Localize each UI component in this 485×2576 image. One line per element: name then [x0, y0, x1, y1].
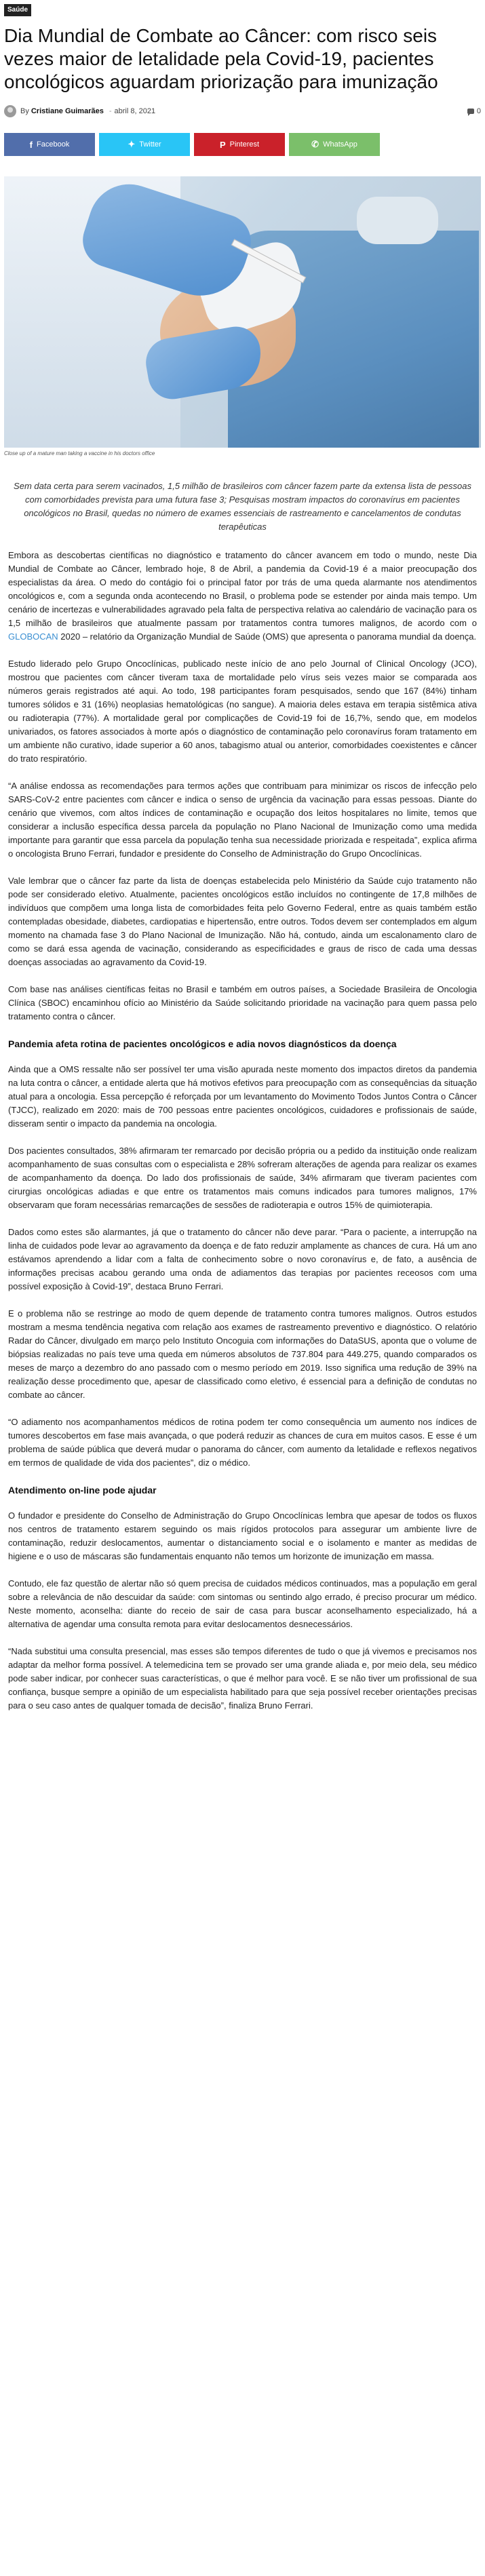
author-avatar[interactable]	[4, 105, 16, 117]
body-text: 2020 – relatório da Organização Mundial de Saúde (OMS) que apresenta o panorama mundial da doença.	[58, 631, 477, 642]
share-twitter-button[interactable]	[99, 133, 190, 156]
body-paragraph: Vale lembrar que o câncer faz parte da lista de doenças estabelecida pelo Ministério da Saúde cujo tratamento não pode ser considerado eletivo. Atualmente, pacientes oncológicos estão incluídos no contingente de 17,8 milhões de indivíduos que compõem uma longa lista de comorbidades feita pelo Governo Federal, entre as quais também estão contempladas obesidade, diabetes, cardiopatias e hipertensão, entre outros. Todos devem ser contemplados em algum momento na chamada fase 3 do Plano Nacional de Imunização. Não há, contudo, ainda um escalonamento claro de como se dará essa agenda de vacinação, considerando as especificidades e graus de risco de cada uma dessas doenças associadas ao agravamento da Covid-19.	[8, 876, 477, 967]
body-paragraph: Contudo, ele faz questão de alertar não só quem precisa de cuidados médicos continuados, mas a população em geral sobre a relevância de não descuidar da saúde: com sintomas ou sentindo algo errado, é preciso procurar um médico. Neste momento, aconselha: diante do receio de sair de casa para buscar aconselhamento especializado, há a alternativa de agendar uma consulta remota para evitar deslocamentos desnecessários.	[8, 1578, 477, 1629]
body-paragraph: “Nada substitui uma consulta presencial, mas esses são tempos diferentes de tudo o que já vivemos e precisamos nos adaptar da melhor forma possível. A telemedicina tem se provado ser uma grande aliada e, por meio dela, seu médico pode saber indicar, por conhecer suas características, o que é melhor para você. E se não tiver um profissional de sua confiança, busque sempre a opinião de um especialista habilitado para que seja possível receber orientações precisas para o seu caso antes de qualquer tomada de decisão”, finaliza Bruno Ferrari.	[8, 1646, 477, 1711]
category-badge[interactable]: Saúde	[4, 4, 31, 16]
article-title: Dia Mundial de Combate ao Câncer: com risco seis vezes maior de letalidade pela Covid-19, pacientes oncológicos aguardam priorização para imunização	[4, 25, 438, 92]
by-label: By	[20, 107, 29, 115]
publish-date: abril 8, 2021	[114, 107, 156, 115]
body-paragraph: Dos pacientes consultados, 38% afirmaram ter remarcado por decisão própria ou a pedido da instituição onde realizam acompanhamento de suas consultas com o especialista e 28% sofreram alterações de agenda para realizar os exames de acompanhamento da doença. Do lado dos profissionais de saúde, 34% afirmaram que tiveram pacientes com cirurgias oncológicas adiadas e que entre os tratamentos mais comuns indicados para tumores malignos, 17% observaram que foram necessárias remarcações de sessões de radioterapia e outros 15% de quimioterapia.	[8, 1146, 477, 1210]
facebook-icon: f	[29, 139, 33, 150]
whatsapp-icon: ✆	[311, 139, 319, 149]
share-bar	[4, 133, 481, 156]
share-facebook-button[interactable]	[4, 133, 95, 156]
twitter-icon: ✦	[128, 139, 136, 149]
pinterest-icon: P	[219, 139, 226, 150]
body-paragraph: E o problema não se restringe ao modo de quem depende de tratamento contra tumores malignos. Outros estudos mostram a mesma tendência negativa com relação aos exames de rastreamento preventivo e diagnóstico. O relatório Radar do Câncer, divulgado em março pelo Instituto Oncoguia com informações do DataSUS, aponta que o volume de biópsias realizadas no país teve uma queda em números absolutos de 737.804 para 449.275, quando comparados os meses de março a dezembro do ano passado com o mesmo período em 2019. Isso significa uma redução de 39% na realização desse procedimento que, apesar de classificado como eletivo, é essencial para a definição de condutas no combate ao câncer.	[8, 1308, 477, 1400]
body-paragraph: “O adiamento nos acompanhamentos médicos de rotina podem ter como consequência um aumento nos índices de tumores descobertos em fase mais avançada, o que poderá reduzir as chances de cura em muitos casos. E esse é um problema de saúde pública que deverá mudar o panorama do câncer, com aumento da letalidade e reflexos negativos em termos de qualidade de vida dos pacientes”, diz o médico.	[8, 1417, 477, 1468]
comments-count-label: 0	[476, 107, 481, 115]
article-lead: Sem data certa para serem vacinados, 1,5 milhão de brasileiros com câncer fazem parte da extensa lista de pessoas com comorbidades prevista para uma futura fase 3; Pesquisas mostram impactos do coronavírus em pacientes oncológicos no Brasil, quedas no número de exames essenciais de rastreamento e cancelamentos de condutas terapêuticas	[14, 481, 471, 532]
article-meta	[4, 104, 481, 118]
body-paragraph: Ainda que a OMS ressalte não ser possível ter uma visão apurada neste momento dos impactos diretos da pandemia na luta contra o câncer, a entidade alerta que há motivos efetivos para preocupação com as consequências da situação atual para a oncologia. Essa percepção é reforçada por um levantamento do Movimento Todos Juntos Contra o Câncer (TJCC), realizado em 2020: mais de 700 pessoas entre pacientes oncológicos, cuidadores e profissionais de saúde, disseram sentir o impacto da pandemia na oncologia.	[8, 1064, 477, 1129]
body-paragraph: Com base nas análises científicas feitas no Brasil e também em outros países, a Sociedade Brasileira de Oncologia Clínica (SBOC) encaminhou ofício ao Ministério da Saúde solicitando prioridade na vacinação para quem passa pelo tratamento contra o câncer.	[8, 984, 477, 1021]
globocan-link[interactable]: GLOBOCAN	[8, 631, 58, 642]
body-paragraph: “A análise endossa as recomendações para termos ações que contribuam para minimizar os riscos de infecção pelo SARS-CoV-2 entre pacientes com câncer e indica o senso de urgência da vacinação para essas pessoas. Diante do cenário que vivemos, com altos índices de contaminação e ocupação dos leitos hospitalares no limite, temos que considerar a inclusão específica dessa parcela da população no Plano Nacional de Imunização como uma medida importante para garantir que essa parcela da população tenha sua necessidade priorizada e respeitada”, explica afirma o oncologista Bruno Ferrari, fundador e presidente do Conselho de Administração do Grupo Oncoclínicas.	[8, 781, 477, 859]
meta-separator: -	[109, 107, 112, 115]
comments-count[interactable]	[467, 107, 481, 115]
hero-image	[4, 176, 481, 448]
share-pinterest-label: Pinterest	[229, 140, 260, 149]
share-pinterest-button[interactable]	[194, 133, 285, 156]
share-twitter-label: Twitter	[139, 140, 161, 149]
section-heading: Atendimento on-line pode ajudar	[8, 1485, 157, 1496]
section-heading: Pandemia afeta rotina de pacientes oncológicos e adia novos diagnósticos da doença	[8, 1038, 397, 1049]
body-paragraph	[8, 549, 477, 644]
body-paragraph: Dados como estes são alarmantes, já que o tratamento do câncer não deve parar. “Para o paciente, a interrupção na linha de cuidados pode levar ao agravamento da doença e de fato reduzir amplamente as chances de cura. Há um ano estávamos aprendendo a lidar com a falta de conhecimento sobre o novo coronavírus e, de fato, a ausência de informações precisas acabou gerando uma onda de adiamentos das terapias por pacientes receosos com uma possível exposição à Covid-19”, destaca Bruno Ferrari.	[8, 1227, 477, 1291]
author-name[interactable]: Cristiane Guimarães	[31, 107, 104, 115]
share-whatsapp-button[interactable]	[289, 133, 380, 156]
share-facebook-label: Facebook	[37, 140, 70, 149]
body-paragraph: Estudo liderado pelo Grupo Oncoclínicas, publicado neste início de ano pelo Journal of Clinical Oncology (JCO), mostrou que pacientes com câncer tiveram taxa de mortalidade pelo vírus seis vezes maior se comparada aos números gerais registrados até aqui. Ao todo, 198 participantes foram pesquisados, sendo que 167 (84%) tinham tumores sólidos e 31 (16%) neoplasias hematológicas (no sangue). A maioria deles estava em terapia sistêmica ativa ou radioterapia (77%). A mortalidade geral por complicações de Covid-19 foi de 16,7%, sendo que, em modelos univariados, os fatores associados à morte após o diagnóstico de contaminação pelo coronavírus foram tratamento em um ambiente não curativo, idade superior a 60 anos, tabagismo atual ou anterior, comorbidades coexistentes e câncer do trato respiratório.	[8, 659, 477, 764]
body-text: Embora as descobertas científicas no diagnóstico e tratamento do câncer avancem em todo o mundo, neste Dia Mundial de Combate ao Câncer, lembrado hoje, 8 de Abril, a pandemia da Covid-19 é a maior preocupação dos especialistas da área. O medo do contágio foi o principal fator por trás de uma queda alarmante nos atendimentos oncológicos e, com a segunda onda acontecendo no Brasil, o problema pode se estender por ainda mais tempo. Um cenário de incertezas e vulnerabilidades agravado pela falta de perspectiva relativa ao calendário de vacinação para os 1,5 milhão de brasileiros que atualmente passam por tratamentos contra tumores malignos, de acordo com o	[8, 550, 477, 628]
hero-caption: Close up of a mature man taking a vaccine in his doctors office	[4, 450, 155, 456]
article-body	[4, 549, 481, 1713]
share-whatsapp-label: WhatsApp	[323, 140, 357, 149]
comment-icon	[467, 109, 474, 114]
hero-face-mask	[357, 197, 438, 244]
body-paragraph: O fundador e presidente do Conselho de Administração do Grupo Oncoclínicas lembra que apesar de todos os fluxos nos centros de tratamento estarem seguindo os mais rígidos protocolos para assegurar um ambiente livre de contaminação, reduzir deslocamentos, aumentar o distanciamento social e o isolamento e manter as medidas de higiene e o uso de máscaras são fundamentais enquanto não temos um horizonte de imunização em massa.	[8, 1510, 477, 1561]
